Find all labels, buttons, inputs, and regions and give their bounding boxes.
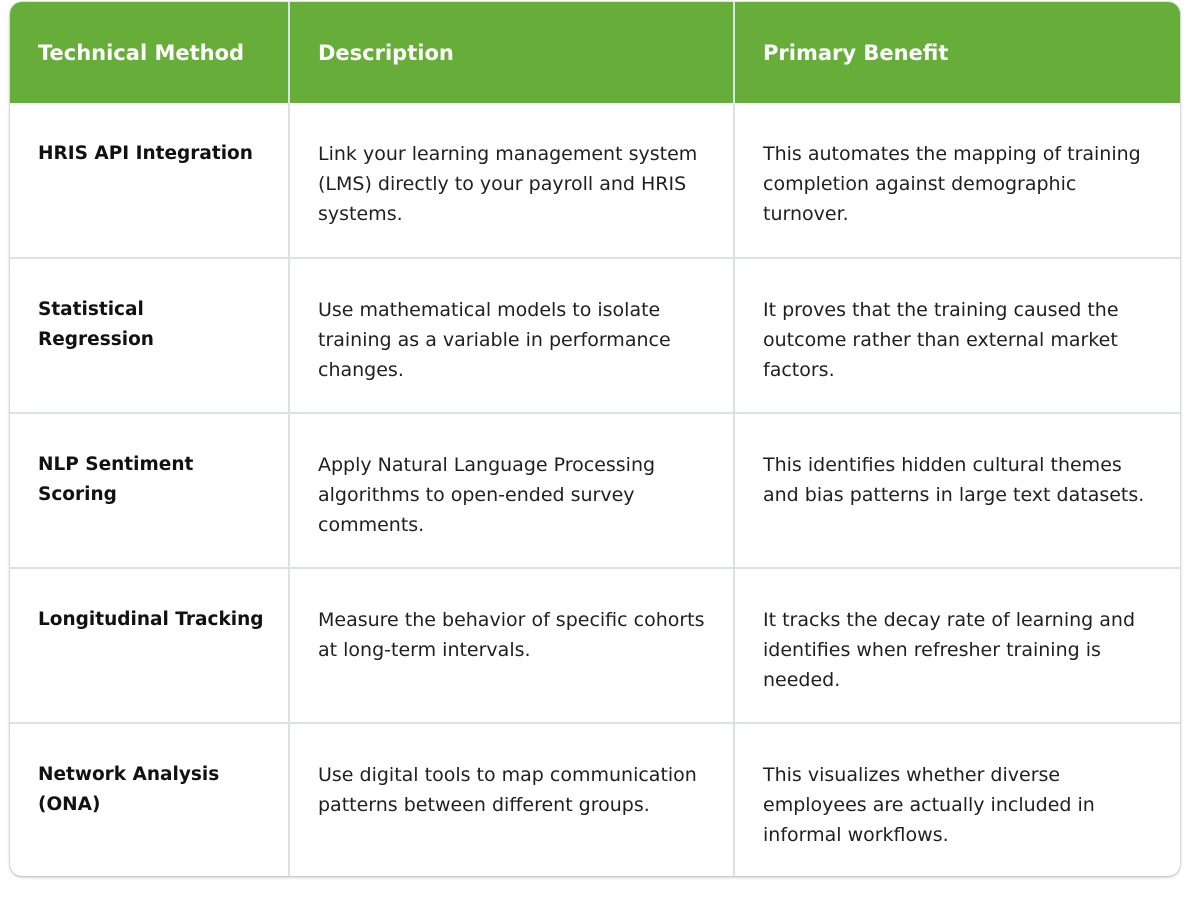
method-cell: Network Analysis (ONA) (10, 723, 289, 876)
description-cell: Measure the behavior of specific cohorts at long-term intervals. (289, 568, 734, 723)
benefit-cell: It tracks the decay rate of learning and identifies when refresher training is needed. (734, 568, 1180, 723)
table-header-row (10, 2, 1180, 103)
description-cell: Use digital tools to map communication patterns between different groups. (289, 723, 734, 876)
benefit-cell: This automates the mapping of training completion against demographic turnover. (734, 103, 1180, 258)
method-cell: HRIS API Integration (38, 143, 253, 164)
description-cell: Link your learning management system (LMS) directly to your payroll and HRIS systems. (289, 103, 734, 258)
method-cell: NLP Sentiment Scoring (10, 413, 289, 568)
table-row (10, 568, 1180, 723)
methods-table (10, 2, 1180, 876)
methods-table-card (10, 2, 1180, 876)
method-cell: Statistical Regression (10, 258, 289, 413)
description-cell: Apply Natural Language Processing algorithms to open-ended survey comments. (289, 413, 734, 568)
header-description: Description (289, 2, 734, 103)
table-row (10, 413, 1180, 568)
benefit-cell: It proves that the training caused the outcome rather than external market factors. (734, 258, 1180, 413)
header-technical-method: Technical Method (38, 40, 245, 65)
table-row (10, 258, 1180, 413)
header-primary-benefit: Primary Benefit (734, 2, 1180, 103)
method-cell: Longitudinal Tracking (10, 568, 289, 723)
benefit-cell: This identifies hidden cultural themes and bias patterns in large text datasets. (734, 413, 1180, 568)
table-row (10, 723, 1180, 876)
benefit-cell: This visualizes whether diverse employees are actually included in informal workflows. (734, 723, 1180, 876)
table-row (10, 103, 1180, 258)
description-cell: Use mathematical models to isolate training as a variable in performance changes. (289, 258, 734, 413)
